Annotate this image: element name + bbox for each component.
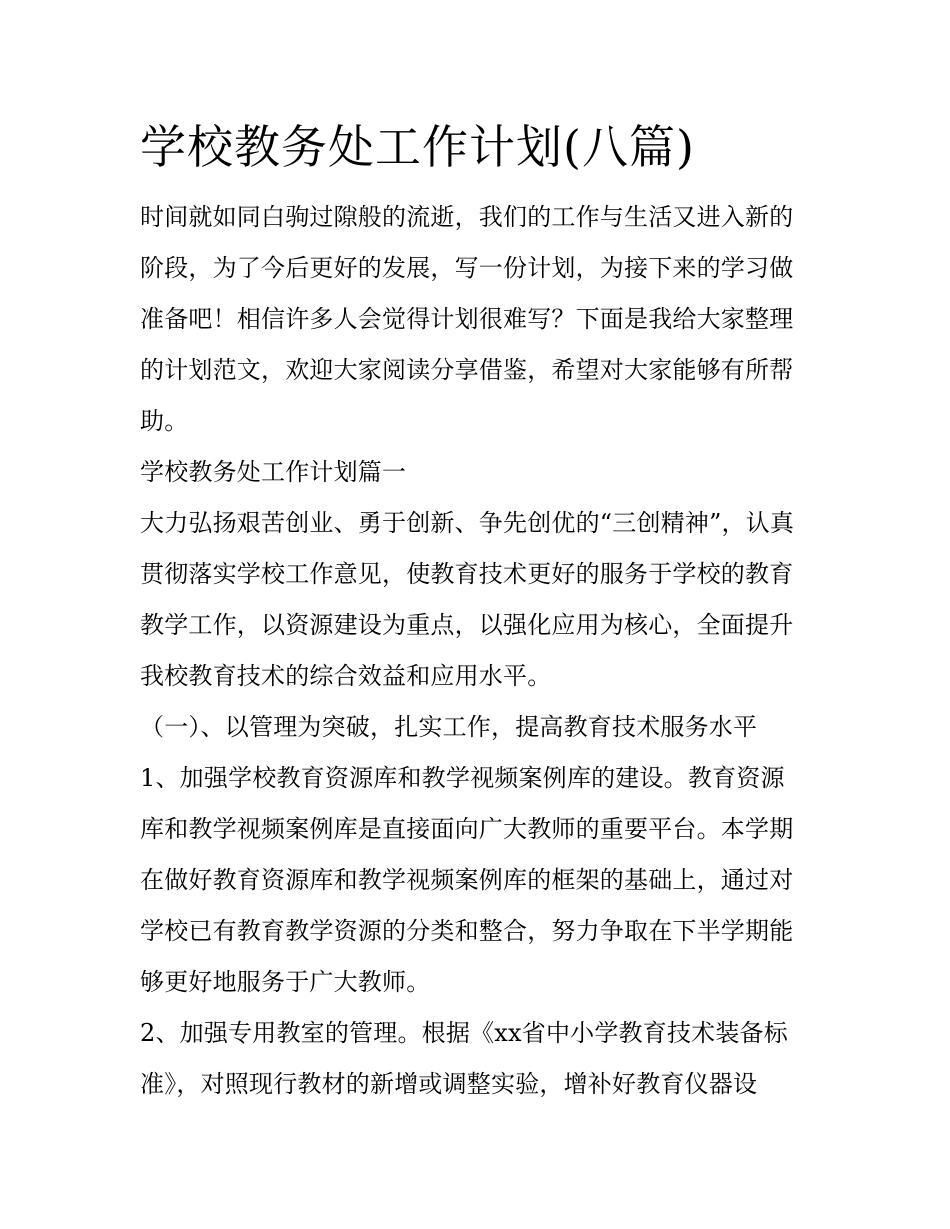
section-heading: 学校教务处工作计划篇一	[140, 458, 407, 486]
subsection-heading: （一）、以管理为突破，扎实工作，提高教育技术服务水平	[140, 713, 758, 741]
body-line: 1、加强学校教育资源库和教学视频案例库的建设。教育资源	[140, 764, 785, 792]
body-line: 的计划范文，欢迎大家阅读分享借鉴，希望对大家能够有所帮	[140, 356, 794, 384]
body-line: 2、加强专用教室的管理。根据《xx省中小学教育技术装备标	[140, 1019, 788, 1047]
body-line: 准》，对照现行教材的新增或调整实验，增补好教育仪器设	[140, 1070, 758, 1098]
body-line: 大力弘扬艰苦创业、勇于创新、争先创优的“三创精神”，认真	[140, 509, 795, 537]
document-title: 学校教务处工作计划(八篇)	[140, 120, 695, 174]
body-line: 阶段，为了今后更好的发展，写一份计划，为接下来的学习做	[140, 254, 794, 282]
body-line: 够更好地服务于广大教师。	[140, 968, 431, 996]
body-line: 学校已有教育教学资源的分类和整合，努力争取在下半学期能	[140, 917, 794, 945]
body-line: 在做好教育资源库和教学视频案例库的框架的基础上，通过对	[140, 866, 794, 894]
body-line: 我校教育技术的综合效益和应用水平。	[140, 662, 552, 690]
body-line: 助。	[140, 407, 189, 435]
body-line: 准备吧！相信许多人会觉得计划很难写？下面是我给大家整理	[140, 305, 794, 333]
document-body	[140, 112, 812, 1110]
body-line: 教学工作，以资源建设为重点，以强化应用为核心，全面提升	[140, 611, 794, 639]
body-line: 时间就如同白驹过隙般的流逝，我们的工作与生活又进入新的	[140, 203, 794, 231]
body-line: 贯彻落实学校工作意见，使教育技术更好的服务于学校的教育	[140, 560, 794, 588]
body-line: 库和教学视频案例库是直接面向广大教师的重要平台。本学期	[140, 815, 794, 843]
